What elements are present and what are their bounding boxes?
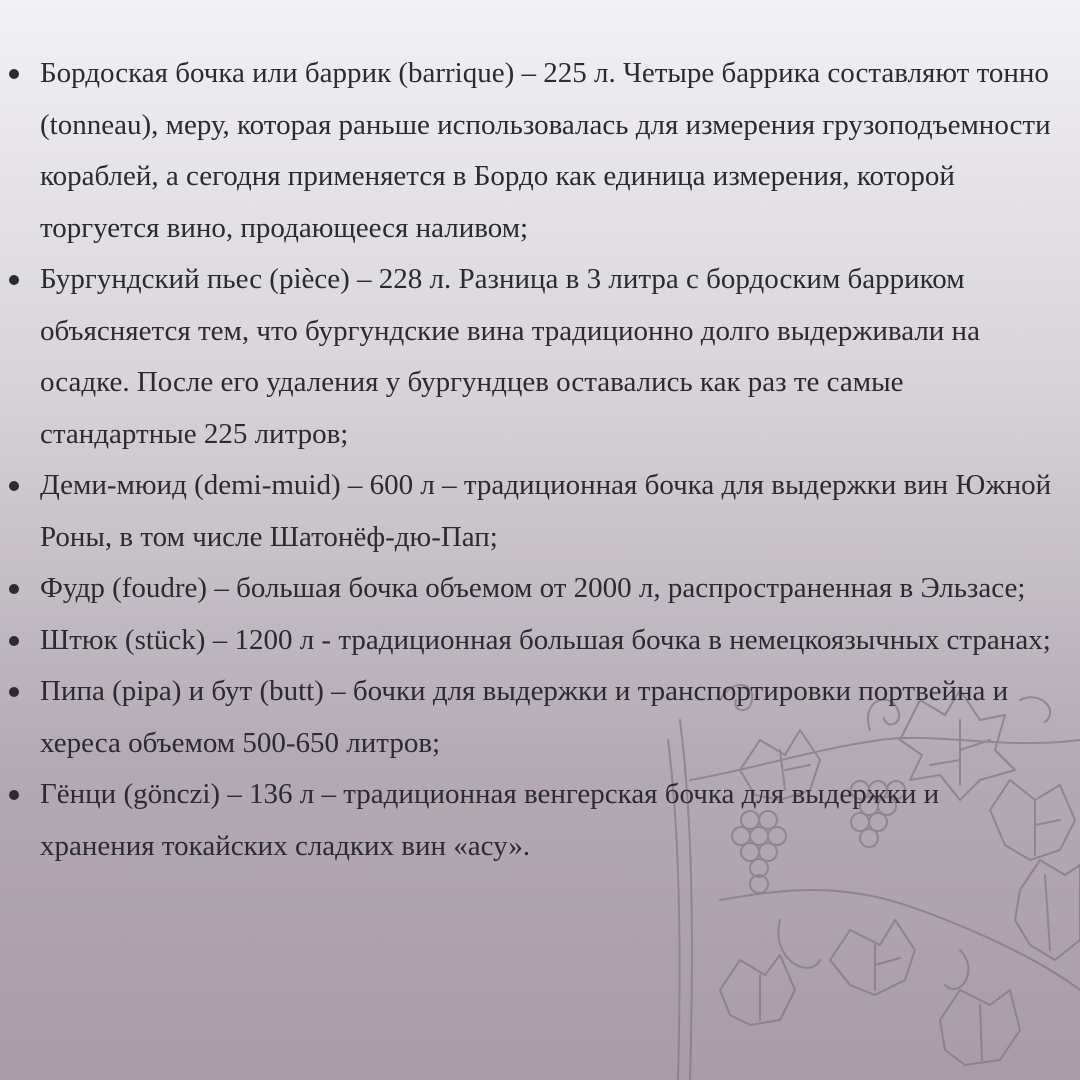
list-item-text: Бордоская бочка или баррик (barrique) – 225 л. Четыре баррика составляют тонно (tonneau), меру, которая раньше использовалась для измерения грузоподъемности кораблей, а сегодня применяется в Бордо как единица измерения, которой торгуется вино, продающееся наливом;	[40, 57, 1051, 244]
list-item	[0, 769, 1080, 872]
list-item-text: Гёнци (gönczi) – 136 л – традиционная венгерская бочка для выдержки и хранения токайских сладких вин «асу».	[40, 778, 940, 862]
bullet-icon	[9, 481, 19, 491]
list-item	[0, 254, 1080, 460]
bullet-icon	[9, 69, 19, 79]
bullet-icon	[9, 636, 19, 646]
list-item	[0, 48, 1080, 254]
barrel-types-list	[0, 48, 1080, 872]
bullet-icon	[9, 584, 19, 594]
list-item	[0, 563, 1080, 615]
list-item	[0, 615, 1080, 667]
list-item-text: Пипа (pipa) и бут (butt) – бочки для выдержки и транспортировки портвейна и хереса объемом 500-650 литров;	[40, 675, 1009, 759]
list-item-text: Деми-мюид (demi-muid) – 600 л – традиционная бочка для выдержки вин Южной Роны, в том числе Шатонёф-дю-Пап;	[40, 469, 1052, 553]
list-item	[0, 666, 1080, 769]
list-item	[0, 460, 1080, 563]
list-item-text: Фудр (foudre) – большая бочка объемом от 2000 л, распространенная в Эльзасе;	[40, 572, 1026, 604]
bullet-icon	[9, 687, 19, 697]
bullet-icon	[9, 790, 19, 800]
list-item-text: Штюк (stück) – 1200 л - традиционная большая бочка в немецкоязычных странах;	[40, 623, 1051, 656]
bullet-icon	[9, 275, 19, 285]
list-item-text: Бургундский пьес (pièce) – 228 л. Разница в 3 литра с бордоским барриком объясняется тем, что бургундские вина традиционно долго выдерживали на осадке. После его удаления у бургундцев оставались как раз те самые стандартные 225 литров;	[40, 263, 980, 450]
